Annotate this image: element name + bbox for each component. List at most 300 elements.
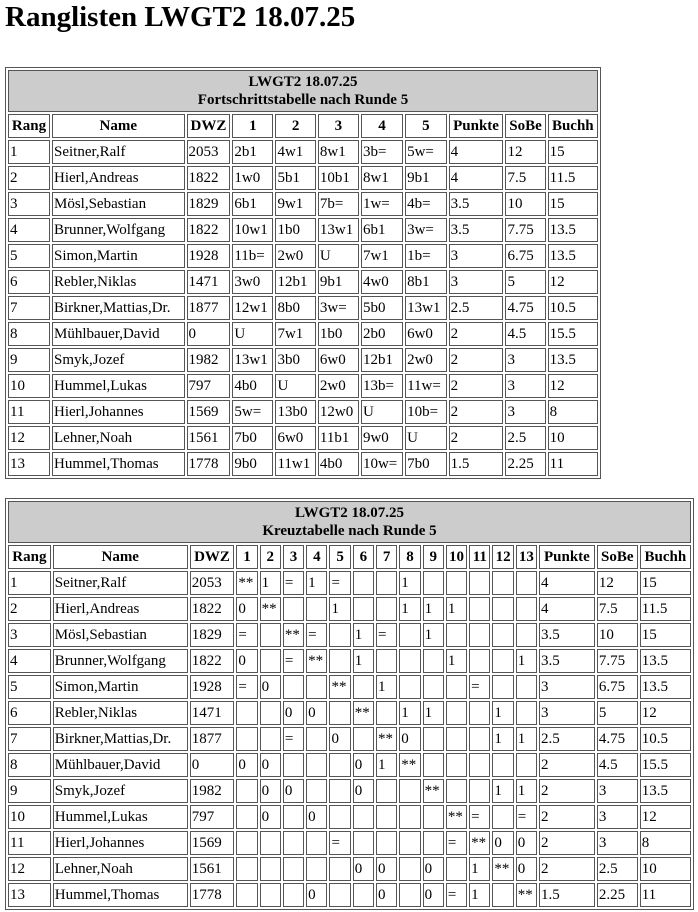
table-cell: 4w0 xyxy=(361,270,403,294)
table-cell: 8 xyxy=(640,831,691,855)
table-cell xyxy=(353,727,374,751)
table-cell xyxy=(283,597,304,621)
table-cell: = xyxy=(376,623,397,647)
table-cell: 12 xyxy=(548,374,598,398)
table-cell: U xyxy=(275,374,315,398)
table-cell: 3.5 xyxy=(449,218,504,242)
table-cell: 1829 xyxy=(190,623,235,647)
table-cell xyxy=(446,701,467,725)
table-cell: 12 xyxy=(597,571,638,595)
table-cell: 7 xyxy=(8,727,51,751)
table-cell: Brunner,Wolfgang xyxy=(53,649,188,673)
table-cell: 3 xyxy=(597,831,638,855)
table-cell xyxy=(469,727,490,751)
caption-line-1: LWGT2 18.07.25 xyxy=(294,505,405,521)
table-cell: 0 xyxy=(260,805,281,829)
column-header: 1 xyxy=(236,545,257,569)
table-cell: 9b0 xyxy=(232,452,273,476)
table-cell xyxy=(353,571,374,595)
table-cell: Hierl,Johannes xyxy=(52,400,185,424)
table-row xyxy=(8,374,598,398)
table-cell xyxy=(329,883,350,907)
table-cell: Birkner,Mattias,Dr. xyxy=(53,727,188,751)
table-cell: 1 xyxy=(353,623,374,647)
table-cell xyxy=(423,649,444,673)
table-cell: = xyxy=(283,571,304,595)
table-cell: 1 xyxy=(306,571,327,595)
table-cell: 0 xyxy=(353,779,374,803)
table-cell: 4b0 xyxy=(232,374,273,398)
table-cell: 13w1 xyxy=(405,296,447,320)
table-cell: = xyxy=(236,623,257,647)
table-cell xyxy=(399,675,420,699)
table-row xyxy=(8,805,691,829)
table-cell: 7w1 xyxy=(361,244,403,268)
table-cell: 3 xyxy=(449,270,504,294)
table-cell: 5b0 xyxy=(361,296,403,320)
table-cell: 3b= xyxy=(361,140,403,164)
table-cell: 6w0 xyxy=(405,322,447,346)
progress-table xyxy=(5,67,601,479)
table-cell xyxy=(469,753,490,777)
table-cell: 12 xyxy=(8,857,51,881)
table-cell xyxy=(446,623,467,647)
table-cell xyxy=(306,675,327,699)
column-header: 8 xyxy=(399,545,420,569)
table-cell: 13.5 xyxy=(640,779,691,803)
table-cell: 1b= xyxy=(405,244,447,268)
table-cell: 15.5 xyxy=(548,322,598,346)
column-header: 4 xyxy=(361,114,403,138)
table-cell: 7b0 xyxy=(405,452,447,476)
table-cell: 11w= xyxy=(405,374,447,398)
table-cell xyxy=(399,649,420,673)
column-header: Buchh xyxy=(640,545,691,569)
table-cell: 1928 xyxy=(190,675,235,699)
table-cell: 11w1 xyxy=(275,452,315,476)
table-cell: 1 xyxy=(423,597,444,621)
table-cell: 6 xyxy=(8,701,51,725)
column-header: SoBe xyxy=(597,545,638,569)
table-row xyxy=(8,296,598,320)
table-cell: 8w1 xyxy=(318,140,359,164)
table-cell: ** xyxy=(423,779,444,803)
table-row xyxy=(8,649,691,673)
table-cell xyxy=(446,571,467,595)
table-cell xyxy=(283,675,304,699)
table-cell: Seitner,Ralf xyxy=(53,571,188,595)
cross-table-caption xyxy=(8,501,691,543)
table-row xyxy=(8,597,691,621)
table-cell xyxy=(260,857,281,881)
table-cell: 0 xyxy=(329,727,350,751)
column-header: 2 xyxy=(260,545,281,569)
column-header: 7 xyxy=(376,545,397,569)
column-header: 9 xyxy=(423,545,444,569)
table-cell: 1569 xyxy=(187,400,231,424)
table-cell: 11b= xyxy=(232,244,273,268)
table-cell: 0 xyxy=(236,753,257,777)
table-cell: Mühlbauer,David xyxy=(53,753,188,777)
progress-table-caption-row xyxy=(8,70,598,112)
table-cell: 797 xyxy=(187,374,231,398)
table-cell: Brunner,Wolfgang xyxy=(52,218,185,242)
table-cell xyxy=(329,623,350,647)
table-cell: 9b1 xyxy=(318,270,359,294)
table-cell xyxy=(516,623,537,647)
table-cell xyxy=(469,597,490,621)
table-cell: 0 xyxy=(516,857,537,881)
table-cell xyxy=(423,571,444,595)
table-cell xyxy=(236,779,257,803)
table-cell: 7 xyxy=(8,296,50,320)
table-cell xyxy=(492,649,513,673)
table-cell xyxy=(399,805,420,829)
column-header: 5 xyxy=(329,545,350,569)
table-cell: = xyxy=(516,805,537,829)
table-cell: 6w0 xyxy=(275,426,315,450)
table-cell: 0 xyxy=(353,753,374,777)
table-cell: 4.5 xyxy=(597,753,638,777)
table-cell xyxy=(306,597,327,621)
table-cell: ** xyxy=(260,597,281,621)
table-cell: 13.5 xyxy=(548,218,598,242)
table-cell: 7.75 xyxy=(597,649,638,673)
column-header: SoBe xyxy=(505,114,545,138)
table-cell: ** xyxy=(236,571,257,595)
table-cell: 13.5 xyxy=(640,649,691,673)
table-cell xyxy=(260,649,281,673)
table-cell: 2 xyxy=(539,753,595,777)
table-cell: 10w1 xyxy=(232,218,273,242)
table-cell xyxy=(329,649,350,673)
table-cell: Seitner,Ralf xyxy=(52,140,185,164)
table-cell: 5b1 xyxy=(275,166,315,190)
table-row xyxy=(8,218,598,242)
table-cell: 2 xyxy=(8,597,51,621)
table-cell: 4 xyxy=(8,649,51,673)
table-cell: 2053 xyxy=(190,571,235,595)
table-cell: 12 xyxy=(640,805,691,829)
table-row xyxy=(8,857,691,881)
table-cell: 1 xyxy=(399,571,420,595)
table-cell xyxy=(446,857,467,881)
table-cell: Mösl,Sebastian xyxy=(52,192,185,216)
table-cell: 2053 xyxy=(187,140,231,164)
table-cell: Birkner,Mattias,Dr. xyxy=(52,296,185,320)
table-cell: 4.5 xyxy=(505,322,545,346)
table-cell: 6 xyxy=(8,270,50,294)
table-cell: 0 xyxy=(376,857,397,881)
table-cell xyxy=(306,857,327,881)
column-header: Name xyxy=(52,114,185,138)
table-row xyxy=(8,348,598,372)
table-cell: Hummel,Lukas xyxy=(53,805,188,829)
table-cell xyxy=(376,701,397,725)
table-cell: 1 xyxy=(516,779,537,803)
table-cell: 5w= xyxy=(405,140,447,164)
table-cell: 1b0 xyxy=(275,218,315,242)
table-cell: = xyxy=(469,805,490,829)
table-cell xyxy=(376,597,397,621)
column-header: Rang xyxy=(8,114,50,138)
table-row xyxy=(8,701,691,725)
table-cell: 6.75 xyxy=(505,244,545,268)
table-cell: = xyxy=(283,727,304,751)
table-cell xyxy=(260,623,281,647)
table-cell: 1877 xyxy=(190,727,235,751)
table-cell: ** xyxy=(376,727,397,751)
table-cell xyxy=(492,883,513,907)
table-cell: 13 xyxy=(8,883,51,907)
cross-table-header-row xyxy=(8,545,691,569)
table-cell xyxy=(329,805,350,829)
column-header: DWZ xyxy=(190,545,235,569)
table-cell: 12b1 xyxy=(361,348,403,372)
table-cell: = xyxy=(329,571,350,595)
table-cell xyxy=(399,857,420,881)
table-cell: 1 xyxy=(516,727,537,751)
table-cell xyxy=(469,779,490,803)
table-cell: 1928 xyxy=(187,244,231,268)
table-cell: 2w0 xyxy=(318,374,359,398)
table-row xyxy=(8,270,598,294)
table-row xyxy=(8,675,691,699)
table-cell: 0 xyxy=(260,675,281,699)
table-cell: 4b0 xyxy=(318,452,359,476)
table-cell xyxy=(399,623,420,647)
table-cell: 5 xyxy=(597,701,638,725)
progress-table-header-row xyxy=(8,114,598,138)
table-cell: 11.5 xyxy=(548,166,598,190)
table-cell xyxy=(492,623,513,647)
table-cell: 5 xyxy=(505,270,545,294)
table-cell: 10 xyxy=(8,805,51,829)
table-cell: Mösl,Sebastian xyxy=(53,623,188,647)
column-header: DWZ xyxy=(187,114,231,138)
column-header: 11 xyxy=(469,545,490,569)
table-cell xyxy=(353,805,374,829)
table-row xyxy=(8,400,598,424)
table-cell: 7.75 xyxy=(505,218,545,242)
table-cell xyxy=(469,701,490,725)
table-row xyxy=(8,192,598,216)
table-cell: 3 xyxy=(539,675,595,699)
table-cell: 1 xyxy=(516,649,537,673)
table-cell xyxy=(283,883,304,907)
table-cell: ** xyxy=(469,831,490,855)
cross-table-caption-row xyxy=(8,501,691,543)
table-cell: 3 xyxy=(505,348,545,372)
table-cell: Simon,Martin xyxy=(53,675,188,699)
table-cell: 1 xyxy=(8,571,51,595)
table-cell xyxy=(260,701,281,725)
table-cell: 1w= xyxy=(361,192,403,216)
table-cell: 1982 xyxy=(187,348,231,372)
table-cell: 13b0 xyxy=(275,400,315,424)
table-cell xyxy=(376,831,397,855)
table-cell: 4b= xyxy=(405,192,447,216)
table-cell xyxy=(376,805,397,829)
table-cell xyxy=(376,649,397,673)
table-cell: 797 xyxy=(190,805,235,829)
table-cell: 8 xyxy=(548,400,598,424)
table-cell: 8 xyxy=(8,753,51,777)
table-cell: ** xyxy=(399,753,420,777)
table-cell xyxy=(283,753,304,777)
table-cell: = xyxy=(329,831,350,855)
table-cell: = xyxy=(446,831,467,855)
table-cell xyxy=(516,675,537,699)
table-cell: = xyxy=(306,623,327,647)
table-cell: 0 xyxy=(236,597,257,621)
table-cell: 3w= xyxy=(405,218,447,242)
table-cell xyxy=(353,597,374,621)
table-cell: 6w0 xyxy=(318,348,359,372)
table-cell: 1 xyxy=(329,597,350,621)
column-header: Punkte xyxy=(539,545,595,569)
table-cell xyxy=(260,831,281,855)
table-row xyxy=(8,571,691,595)
table-cell: 0 xyxy=(306,805,327,829)
table-cell: 0 xyxy=(423,857,444,881)
table-cell xyxy=(492,675,513,699)
table-cell xyxy=(492,571,513,595)
table-cell: 1877 xyxy=(187,296,231,320)
table-row xyxy=(8,140,598,164)
table-cell: 10.5 xyxy=(640,727,691,751)
table-cell xyxy=(399,779,420,803)
table-cell: Rebler,Niklas xyxy=(53,701,188,725)
table-cell: 8b0 xyxy=(275,296,315,320)
table-cell: 2.25 xyxy=(505,452,545,476)
table-cell: 12 xyxy=(8,426,50,450)
table-cell: 15.5 xyxy=(640,753,691,777)
table-cell xyxy=(469,623,490,647)
table-cell: 3.5 xyxy=(449,192,504,216)
table-cell: 0 xyxy=(187,322,231,346)
table-cell: ** xyxy=(492,857,513,881)
table-cell: 2.5 xyxy=(449,296,504,320)
table-cell: 7b= xyxy=(318,192,359,216)
table-cell xyxy=(446,779,467,803)
table-cell: 2 xyxy=(449,400,504,424)
table-cell: ** xyxy=(353,701,374,725)
table-cell: 1 xyxy=(399,701,420,725)
table-cell: 2 xyxy=(539,857,595,881)
table-row xyxy=(8,831,691,855)
table-cell: 6b1 xyxy=(232,192,273,216)
table-cell: 4 xyxy=(8,218,50,242)
table-cell: 3 xyxy=(597,779,638,803)
table-cell: Hummel,Thomas xyxy=(52,452,185,476)
table-cell: 10 xyxy=(505,192,545,216)
table-cell: 9w1 xyxy=(275,192,315,216)
table-cell: 7.5 xyxy=(597,597,638,621)
table-cell: ** xyxy=(446,805,467,829)
table-cell: 11 xyxy=(640,883,691,907)
table-cell: 9 xyxy=(8,779,51,803)
table-cell: 2 xyxy=(449,322,504,346)
table-cell: 1 xyxy=(353,649,374,673)
table-cell: 1822 xyxy=(187,166,231,190)
table-cell: 2 xyxy=(539,831,595,855)
table-cell: 0 xyxy=(306,883,327,907)
table-cell xyxy=(283,857,304,881)
table-cell xyxy=(260,727,281,751)
table-cell xyxy=(446,753,467,777)
table-cell: 8 xyxy=(8,322,50,346)
table-cell: 4.75 xyxy=(505,296,545,320)
table-cell: 4.75 xyxy=(597,727,638,751)
table-cell: 0 xyxy=(399,727,420,751)
table-cell: Mühlbauer,David xyxy=(52,322,185,346)
table-cell xyxy=(306,779,327,803)
table-cell: 2.5 xyxy=(539,727,595,751)
table-cell: U xyxy=(232,322,273,346)
table-cell: 1 xyxy=(469,883,490,907)
table-cell: 1 xyxy=(446,597,467,621)
table-cell: 0 xyxy=(260,779,281,803)
table-cell: 9b1 xyxy=(405,166,447,190)
table-cell xyxy=(283,831,304,855)
table-cell xyxy=(516,597,537,621)
table-cell: 8b1 xyxy=(405,270,447,294)
table-cell: U xyxy=(361,400,403,424)
caption-line-1: LWGT2 18.07.25 xyxy=(248,74,358,90)
table-cell: U xyxy=(318,244,359,268)
table-row xyxy=(8,779,691,803)
column-header: 2 xyxy=(275,114,315,138)
table-cell xyxy=(353,883,374,907)
table-cell: ** xyxy=(516,883,537,907)
table-cell: 5 xyxy=(8,244,50,268)
table-cell xyxy=(236,883,257,907)
table-cell: 0 xyxy=(190,753,235,777)
table-cell xyxy=(492,753,513,777)
table-cell: 1561 xyxy=(190,857,235,881)
table-cell: 9w0 xyxy=(361,426,403,450)
table-cell: 3 xyxy=(505,400,545,424)
table-cell: 3 xyxy=(597,805,638,829)
table-cell: 13w1 xyxy=(318,218,359,242)
table-cell: Lehner,Noah xyxy=(52,426,185,450)
table-cell: 0 xyxy=(492,831,513,855)
table-cell: = xyxy=(469,675,490,699)
table-cell: = xyxy=(446,883,467,907)
table-cell: 2 xyxy=(8,166,50,190)
table-cell xyxy=(423,727,444,751)
table-cell: 2 xyxy=(449,374,504,398)
column-header: 3 xyxy=(283,545,304,569)
column-header: 3 xyxy=(318,114,359,138)
table-cell: 1778 xyxy=(187,452,231,476)
table-cell: 0 xyxy=(283,779,304,803)
table-cell: 1 xyxy=(260,571,281,595)
column-header: 13 xyxy=(516,545,537,569)
table-cell xyxy=(376,571,397,595)
table-cell: 12b1 xyxy=(275,270,315,294)
table-cell: Smyk,Jozef xyxy=(52,348,185,372)
table-cell: 1822 xyxy=(190,649,235,673)
table-cell: 11.5 xyxy=(640,597,691,621)
table-cell: 4w1 xyxy=(275,140,315,164)
table-cell xyxy=(399,831,420,855)
table-cell: 12 xyxy=(505,140,545,164)
table-cell: ** xyxy=(283,623,304,647)
table-cell xyxy=(329,701,350,725)
table-cell xyxy=(516,701,537,725)
